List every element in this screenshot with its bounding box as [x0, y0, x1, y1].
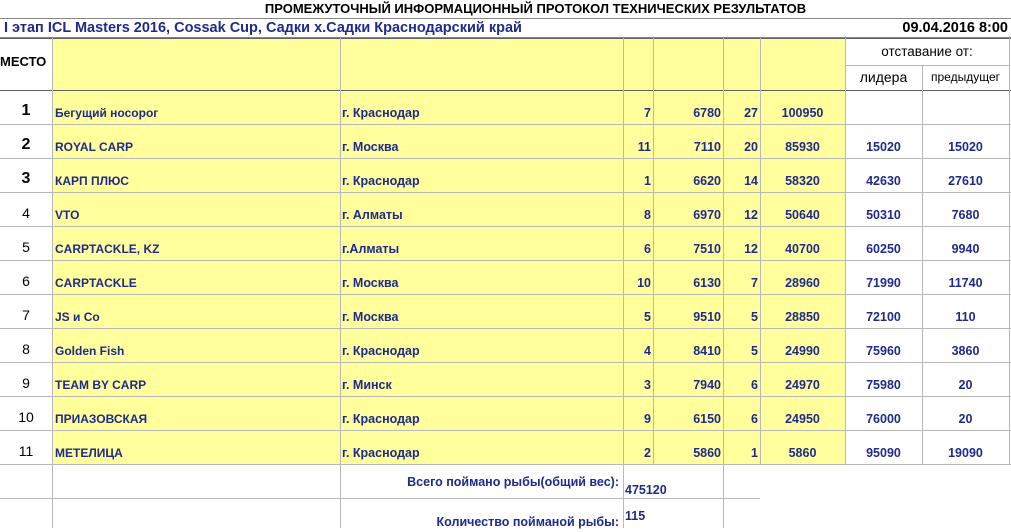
- row-total: 24950: [785, 412, 820, 426]
- summary-count-label: Количество пойманой рыбы:: [436, 515, 619, 529]
- row-city: г. Москва: [342, 310, 399, 324]
- row-gap-leader: 71990: [866, 276, 901, 290]
- row-sector: 5: [644, 310, 651, 324]
- row-gap-leader: 50310: [866, 208, 901, 222]
- row-gap-previous: 27610: [948, 174, 983, 188]
- row-count: 5: [751, 310, 758, 324]
- header-fill: [52, 39, 845, 90]
- grid-line: [0, 396, 1011, 397]
- grid-line: [0, 158, 1011, 159]
- row-city: г. Краснодар: [342, 446, 420, 460]
- row-team: Golden Fish: [55, 344, 125, 358]
- row-team: ROYAL CARP: [55, 140, 134, 154]
- row-sector: 8: [644, 208, 651, 222]
- grid-line: [0, 362, 1011, 363]
- row-gap-leader: 72100: [866, 310, 901, 324]
- grid-line: [0, 294, 1011, 295]
- row-total: 24970: [785, 378, 820, 392]
- row-big-fish: 7110: [693, 140, 721, 154]
- protocol-datetime: 09.04.2016 8:00: [902, 20, 1008, 36]
- row-total: 28960: [785, 276, 820, 290]
- row-count: 14: [744, 174, 758, 188]
- row-place: 9: [22, 375, 30, 391]
- grid-line: [0, 38, 1011, 39]
- row-sector: 7: [644, 106, 651, 120]
- row-city: г. Алматы: [342, 208, 403, 222]
- row-place: 1: [21, 102, 31, 119]
- row-total: 40700: [785, 242, 820, 256]
- row-gap-previous: 3860: [951, 344, 980, 358]
- row-gap-leader: [845, 102, 922, 122]
- grid-line: [623, 38, 624, 464]
- row-big-fish: 7940: [693, 378, 721, 392]
- header-place: МЕСТО: [0, 54, 47, 69]
- row-place: 6: [22, 273, 30, 289]
- row-big-fish: 6620: [693, 174, 721, 188]
- grid-line: [0, 124, 1011, 125]
- row-team: CARPTACKLE: [55, 276, 137, 290]
- row-city: г. Краснодар: [342, 174, 420, 188]
- summary-total-value: 475120: [625, 483, 667, 497]
- row-city: г. Краснодар: [342, 344, 420, 358]
- header-gap-from: отставание от:: [881, 44, 973, 59]
- row-total: 28850: [785, 310, 820, 324]
- row-big-fish: 6970: [693, 208, 721, 222]
- row-sector: 11: [637, 140, 651, 154]
- row-city: г. Краснодар: [342, 412, 420, 426]
- grid-line: [653, 38, 654, 464]
- row-big-fish: 7510: [693, 242, 721, 256]
- grid-line: [623, 464, 624, 528]
- row-gap-leader: 95090: [866, 446, 901, 460]
- row-big-fish: 6130: [693, 276, 721, 290]
- row-sector: 3: [644, 378, 651, 392]
- row-team: TEAM BY CARP: [55, 378, 147, 392]
- row-gap-previous: 9940: [951, 242, 980, 256]
- row-gap-leader: 15020: [866, 140, 901, 154]
- row-gap-previous: 11740: [948, 276, 983, 290]
- row-count: 6: [751, 412, 758, 426]
- row-gap-previous: 20: [958, 412, 973, 426]
- row-total: 100950: [781, 106, 824, 120]
- summary-count-value: 115: [625, 509, 646, 523]
- row-count: 7: [751, 276, 758, 290]
- row-place: 2: [21, 136, 31, 153]
- row-city: г. Краснодар: [342, 106, 420, 120]
- row-team: JS и Co: [55, 310, 100, 324]
- grid-line: [0, 90, 1011, 91]
- row-count: 6: [751, 378, 758, 392]
- summary-total-label: Всего поймано рыбы(общий вес):: [407, 475, 619, 489]
- row-place: 7: [22, 307, 30, 323]
- grid-line: [723, 38, 724, 464]
- row-place: 5: [22, 239, 30, 255]
- row-big-fish: 5860: [693, 446, 721, 460]
- row-gap-previous: 15020: [948, 140, 983, 154]
- row-city: г. Москва: [342, 276, 399, 290]
- protocol-title: ПРОМЕЖУТОЧНЫЙ ИНФОРМАЦИОННЫЙ ПРОТОКОЛ ТЕХНИЧЕСКИХ РЕЗУЛЬТАТОВ: [264, 1, 807, 16]
- event-name: I этап ICL Masters 2016, Cossak Cup, Садки х.Садки Краснодарский край: [4, 20, 522, 36]
- grid-line: [52, 38, 53, 464]
- grid-line: [760, 38, 761, 464]
- row-big-fish: 6150: [693, 412, 721, 426]
- row-count: 5: [751, 344, 758, 358]
- row-count: 27: [744, 106, 758, 120]
- row-big-fish: 6780: [693, 106, 721, 120]
- row-gap-previous: 19090: [948, 446, 983, 460]
- row-team: МЕТЕЛИЦА: [55, 446, 123, 460]
- row-gap-leader: 75980: [866, 378, 901, 392]
- row-gap-leader: 75960: [866, 344, 901, 358]
- row-total: 58320: [785, 174, 820, 188]
- row-place: 10: [18, 409, 34, 425]
- row-city: г. Минск: [342, 378, 392, 392]
- grid-line: [1009, 38, 1010, 464]
- grid-line: [340, 38, 341, 464]
- grid-line: [0, 260, 1011, 261]
- row-city: г. Москва: [342, 140, 399, 154]
- grid-line: [845, 38, 846, 464]
- row-count: 1: [751, 446, 758, 460]
- row-gap-leader: 60250: [866, 242, 901, 256]
- row-team: CARPTACKLE, KZ: [55, 242, 160, 256]
- grid-line: [922, 65, 923, 464]
- row-place: 11: [18, 443, 34, 459]
- row-team: ПРИАЗОВСКАЯ: [55, 412, 148, 426]
- row-sector: 2: [644, 446, 651, 460]
- row-count: 12: [744, 208, 758, 222]
- row-place: 8: [22, 341, 30, 357]
- grid-line: [845, 65, 1009, 66]
- row-sector: 9: [644, 412, 651, 426]
- row-sector: 6: [644, 242, 651, 256]
- row-sector: 4: [644, 344, 651, 358]
- grid-line: [0, 192, 1011, 193]
- row-total: 5860: [788, 446, 817, 460]
- row-gap-leader: 42630: [866, 174, 901, 188]
- row-sector: 10: [637, 276, 651, 290]
- row-total: 50640: [785, 208, 820, 222]
- row-gap-leader: 76000: [866, 412, 901, 426]
- grid-line: [0, 328, 1011, 329]
- header-gap-leader: лидера: [859, 69, 908, 85]
- grid-line: [0, 430, 1011, 431]
- row-total: 85930: [785, 140, 820, 154]
- row-city: г.Алматы: [342, 242, 400, 256]
- row-total: 24990: [785, 344, 820, 358]
- row-count: 20: [744, 140, 758, 154]
- row-gap-previous: [922, 102, 1009, 122]
- row-team: Бегущий носорог: [55, 106, 159, 120]
- row-place: 3: [21, 170, 31, 187]
- row-count: 12: [744, 242, 758, 256]
- row-gap-previous: 110: [955, 310, 976, 324]
- grid-line: [0, 464, 1011, 465]
- header-gap-previous: предыдущег: [931, 70, 1000, 84]
- row-big-fish: 8410: [693, 344, 721, 358]
- row-team: VTO: [55, 208, 80, 222]
- row-team: КАРП ПЛЮС: [55, 174, 129, 188]
- row-gap-previous: 20: [958, 378, 973, 392]
- row-place: 4: [22, 205, 30, 221]
- row-big-fish: 9510: [693, 310, 721, 324]
- grid-line: [52, 464, 53, 528]
- row-sector: 1: [644, 174, 651, 188]
- row-gap-previous: 7680: [951, 208, 980, 222]
- grid-line: [0, 226, 1011, 227]
- grid-line: [723, 464, 724, 528]
